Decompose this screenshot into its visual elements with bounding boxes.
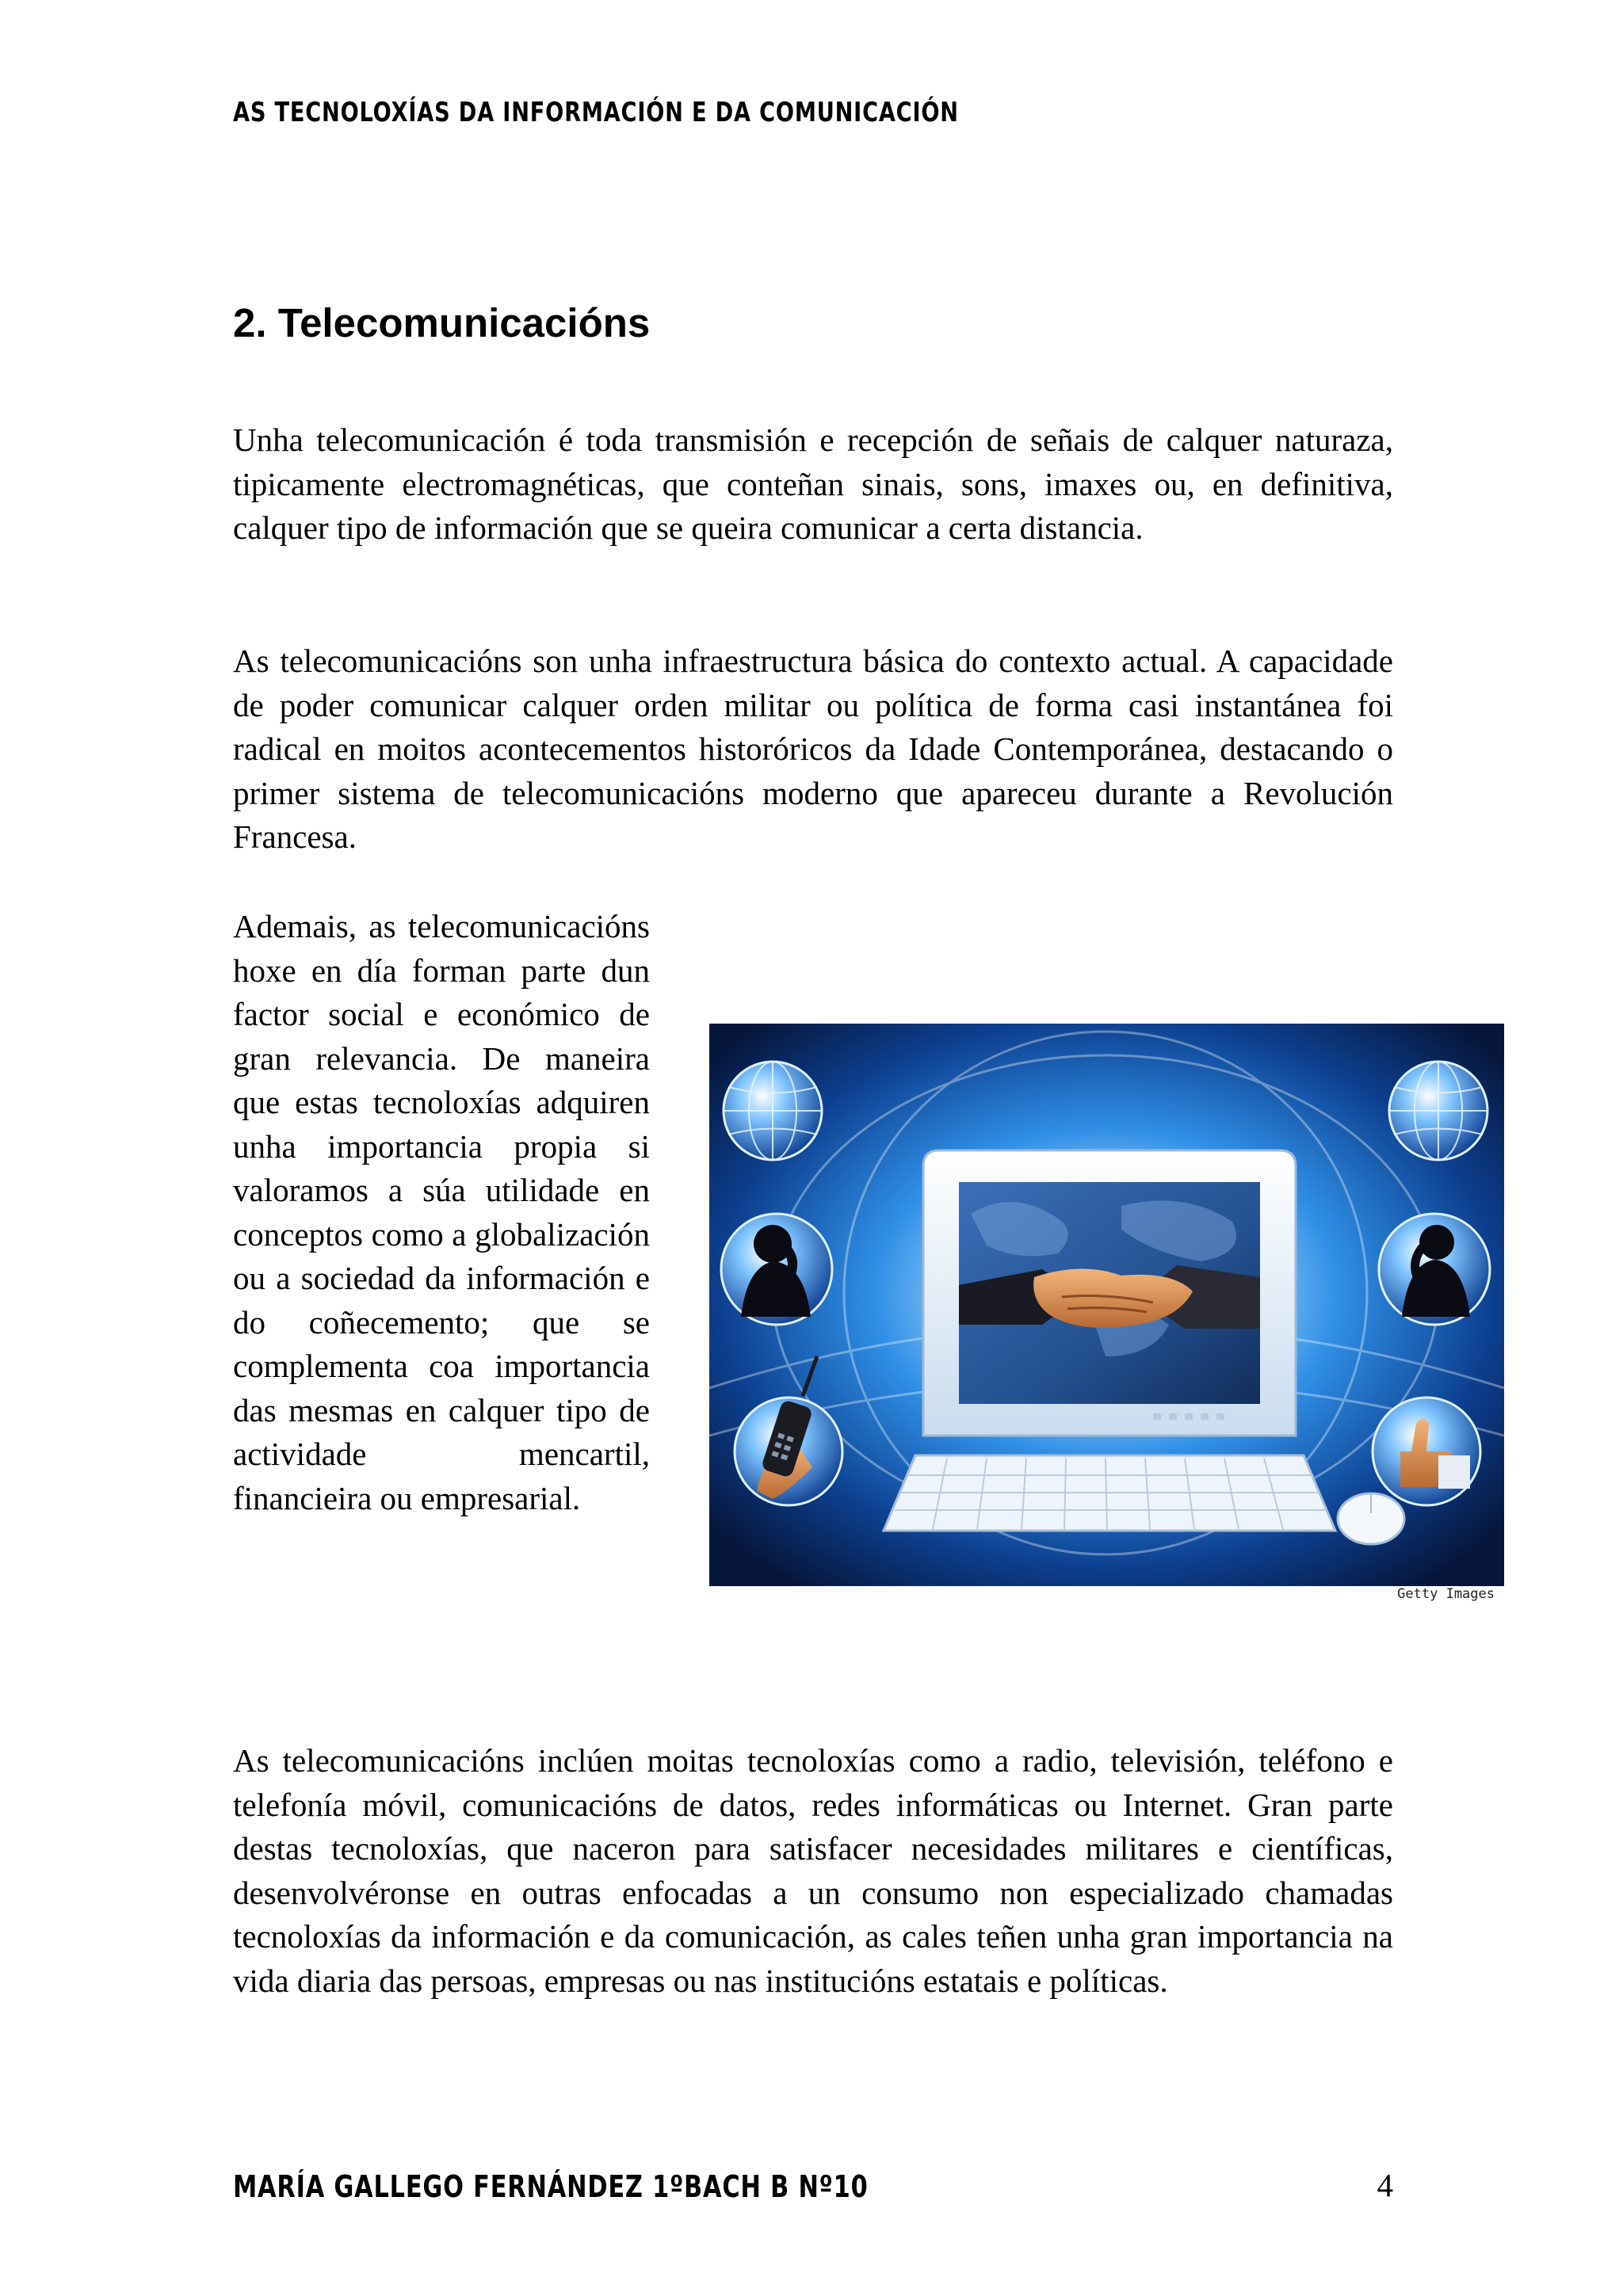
paragraph-2: As telecomunicacións son unha infraestructura básica do contexto actual. A capacidade de poder comunicar calquer orden militar ou política de forma casi instantánea foi radical en moitos acontecementos historóricos da Idade Contemporánea, destacando o primer sistema de telecomunicacións moderno que apareceu durante a Revolución Francesa. <box>233 643 1393 855</box>
paragraph-1: Unha telecomunicación é toda transmisión e recepción de señais de calquer naturaza, tipicamente electromagnéticas, que conteñan sinais, sons, imaxes ou, en definitiva, calquer tipo de información que se queira comunicar a certa distancia. <box>233 421 1393 546</box>
image-credit: Getty Images <box>1397 1586 1495 1602</box>
globe-icon-top-right <box>1389 1062 1487 1160</box>
section-title: 2. Telecomunicacións <box>233 300 651 345</box>
keyboard <box>884 1455 1335 1531</box>
thumbs-up-icon <box>1373 1398 1480 1505</box>
footer-author: MARÍA GALLEGO FERNÁNDEZ 1ºBACH B Nº10 <box>233 2169 869 2204</box>
globe-icon-top-left <box>724 1062 822 1160</box>
telecom-illustration <box>709 1024 1504 1586</box>
page-number: 4 <box>1377 2167 1393 2203</box>
running-header: AS TECNOLOXÍAS DA INFORMACIÓN E DA COMUNICACIÓN <box>233 97 959 128</box>
paragraph-3: Ademais, as telecomunicacións hoxe en día forman parte dun factor social e económico de gran relevancia. De maneira que estas tecnoloxías adquiren unha importancia propia si valoramos a súa utilidade en conceptos como a globalización ou a sociedad da información e do coñecemento; que se complementa coa importancia das mesmas en calquer tipo de actividade mencartil, financieira ou empresarial. <box>233 908 650 1516</box>
computer-monitor <box>923 1150 1296 1436</box>
person-on-phone-icon-left <box>721 1214 832 1325</box>
person-on-phone-icon-right <box>1379 1214 1490 1325</box>
computer-mouse <box>1338 1493 1404 1544</box>
paragraph-4: As telecomunicacións inclúen moitas tecnoloxías como a radio, televisión, teléfono e telefonía móvil, comunicacións de datos, redes informáticas ou Internet. Gran parte destas tecnoloxías, que naceron para satisfacer necesidades militares e científicas, desenvolvéronse en outras enfocadas a un consumo non especializado chamadas tecnoloxías da información e da comunicación, as cales teñen unha gran importancia na vida diaria das persoas, empresas ou nas institucións estatais e políticas. <box>233 1742 1393 1999</box>
